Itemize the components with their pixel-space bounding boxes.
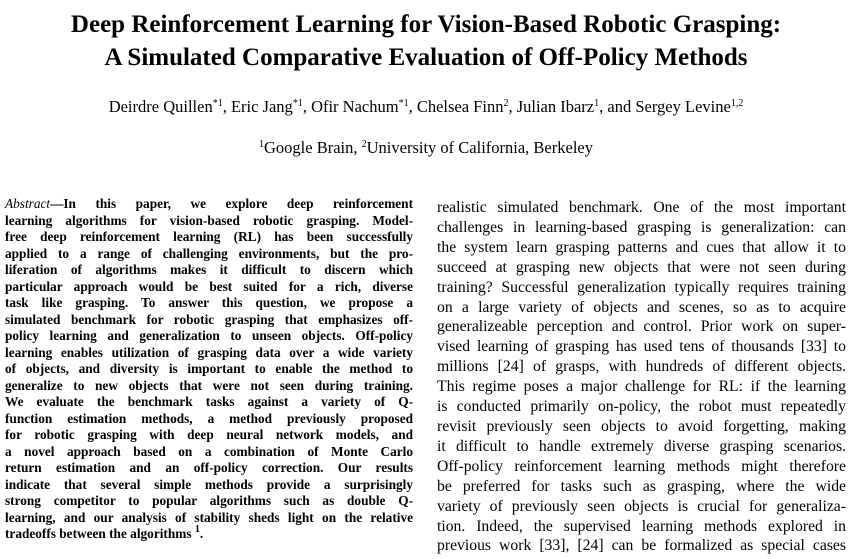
body-line: on a large variety of objects and scenes, so as to acquire [437, 298, 846, 316]
abstract-line: task like grasping. To answer this question, we propose a [5, 295, 413, 310]
abstract-line: for robotic grasping with deep neural network models, and [5, 427, 413, 442]
body-line: tion. Indeed, the supervised learning methods explored in [437, 517, 846, 535]
body-line: This regime poses a major challenge for RL: if the learning [437, 378, 846, 396]
title-line-1: Deep Reinforcement Learning for Vision-Based Robotic Grasping: [70, 11, 782, 38]
author: Sergey Levine$^{1,2}$ [635, 97, 744, 116]
abstract-line: return estimation and an off-policy correction. Our results [5, 460, 413, 475]
abstract-line: particular approach would be best suited for a rich, diverse [5, 278, 413, 294]
body-line: the system learn grasping patterns and cues that allow it to [437, 238, 846, 256]
abstract-dash: — [50, 196, 64, 211]
abstract-line: function estimation methods, a method previously proposed [5, 410, 413, 426]
abstract-line: a novel approach based on a combination of Monte Carlo [5, 443, 413, 459]
body-line: it difficult to handle extremely diverse grasping scenarios. [437, 437, 846, 455]
abstract-line: liferation of algorithms makes it difficult to discern which [5, 262, 413, 277]
abstract-line: policy learning and generalization to unseen objects. Off-policy [5, 328, 413, 343]
footnote-mark: 1 [194, 524, 200, 535]
body-line: Off-policy reinforcement learning methods might therefore [437, 457, 846, 475]
author: Deirdre Quillen$^{*1}$ [108, 97, 223, 116]
body-text-column [437, 198, 846, 556]
title-line-2: A Simulated Comparative Evaluation of Off-Policy Methods [104, 44, 748, 71]
affiliations: $^1$Google Brain, $^2$University of California, Berkeley [259, 138, 593, 157]
body-line: be preferred for tasks such as grasping, where the wide [437, 477, 846, 495]
abstract-line: indicate that several simple methods provide a surprisingly [5, 476, 413, 492]
body-line: is conducted primarily on-policy, the robot must repeatedly [437, 398, 846, 416]
author: Ofir Nachum$^{*1}$ [311, 97, 409, 116]
author: Eric Jang$^{*1}$ [230, 97, 303, 116]
body-line: challenges in learning-based grasping is generalization: can [437, 218, 846, 236]
abstract-line: We evaluate the benchmark tasks against a variety of Q- [5, 394, 413, 409]
abstract-line: learning, and our analysis of stability sheds light on the relative [5, 509, 413, 525]
abstract-line: strong competitor to popular algorithms such as double Q- [5, 493, 413, 508]
abstract [5, 196, 413, 543]
abstract-line: learning algorithms for vision-based robotic grasping. Model- [5, 212, 413, 228]
body-line: vised learning of grasping has used tens of thousands [33] to [437, 338, 846, 356]
abstract-line: of objects, and diversity is important to enable the method to [5, 361, 413, 376]
abstract-line: simulated benchmark for robotic grasping that emphasizes off- [5, 311, 413, 327]
abstract-line: generalize to new objects that were not seen during training. [5, 377, 413, 393]
abstract-line: tradeoffs between the algorithms $^1$. [5, 524, 204, 541]
body-line: revisit previously seen objects to avoid forgetting, making [437, 417, 846, 435]
body-line: realistic simulated benchmark. One of the most important [437, 199, 846, 216]
body-line: millions [24] of grasps, with hundreds of different objects. [437, 358, 846, 376]
body-line: variety of previously seen objects is crucial for generaliza- [437, 497, 846, 515]
abstract-line: Abstract—In this paper, we explore deep reinforcement [5, 196, 413, 211]
abstract-label: Abstract [5, 196, 51, 211]
author: Julian Ibarz$^1$ [516, 97, 600, 116]
abstract-line: free deep reinforcement learning (RL) has been successfully [5, 229, 413, 244]
affiliation: $^1$Google Brain [259, 138, 354, 157]
body-line: training? Successful generalization typically requires training [437, 278, 846, 296]
author-list: Deirdre Quillen$^{*1}$, Eric Jang$^{*1}$, Ofir Nachum$^{*1}$, Chelsea Finn$^2$, Julian Ibarz$^1$, and Sergey Levine$^{1,2}$ [108, 97, 744, 116]
body-line: generalizeable perception and control. Prior work on super- [437, 318, 846, 336]
abstract-line: learning enables utilization of grasping data over a wide variety [5, 344, 413, 360]
body-line: previous work [33], [24] can be formalized as special cases [437, 537, 846, 555]
abstract-line: applied to a range of challenging environments, but the pro- [5, 245, 413, 261]
affiliation: $^2$University of California, Berkeley [361, 138, 593, 157]
paper-title [0, 8, 852, 74]
body-line: succeed at grasping new objects that were not seen during [437, 258, 846, 276]
author: Chelsea Finn$^2$ [416, 97, 509, 116]
